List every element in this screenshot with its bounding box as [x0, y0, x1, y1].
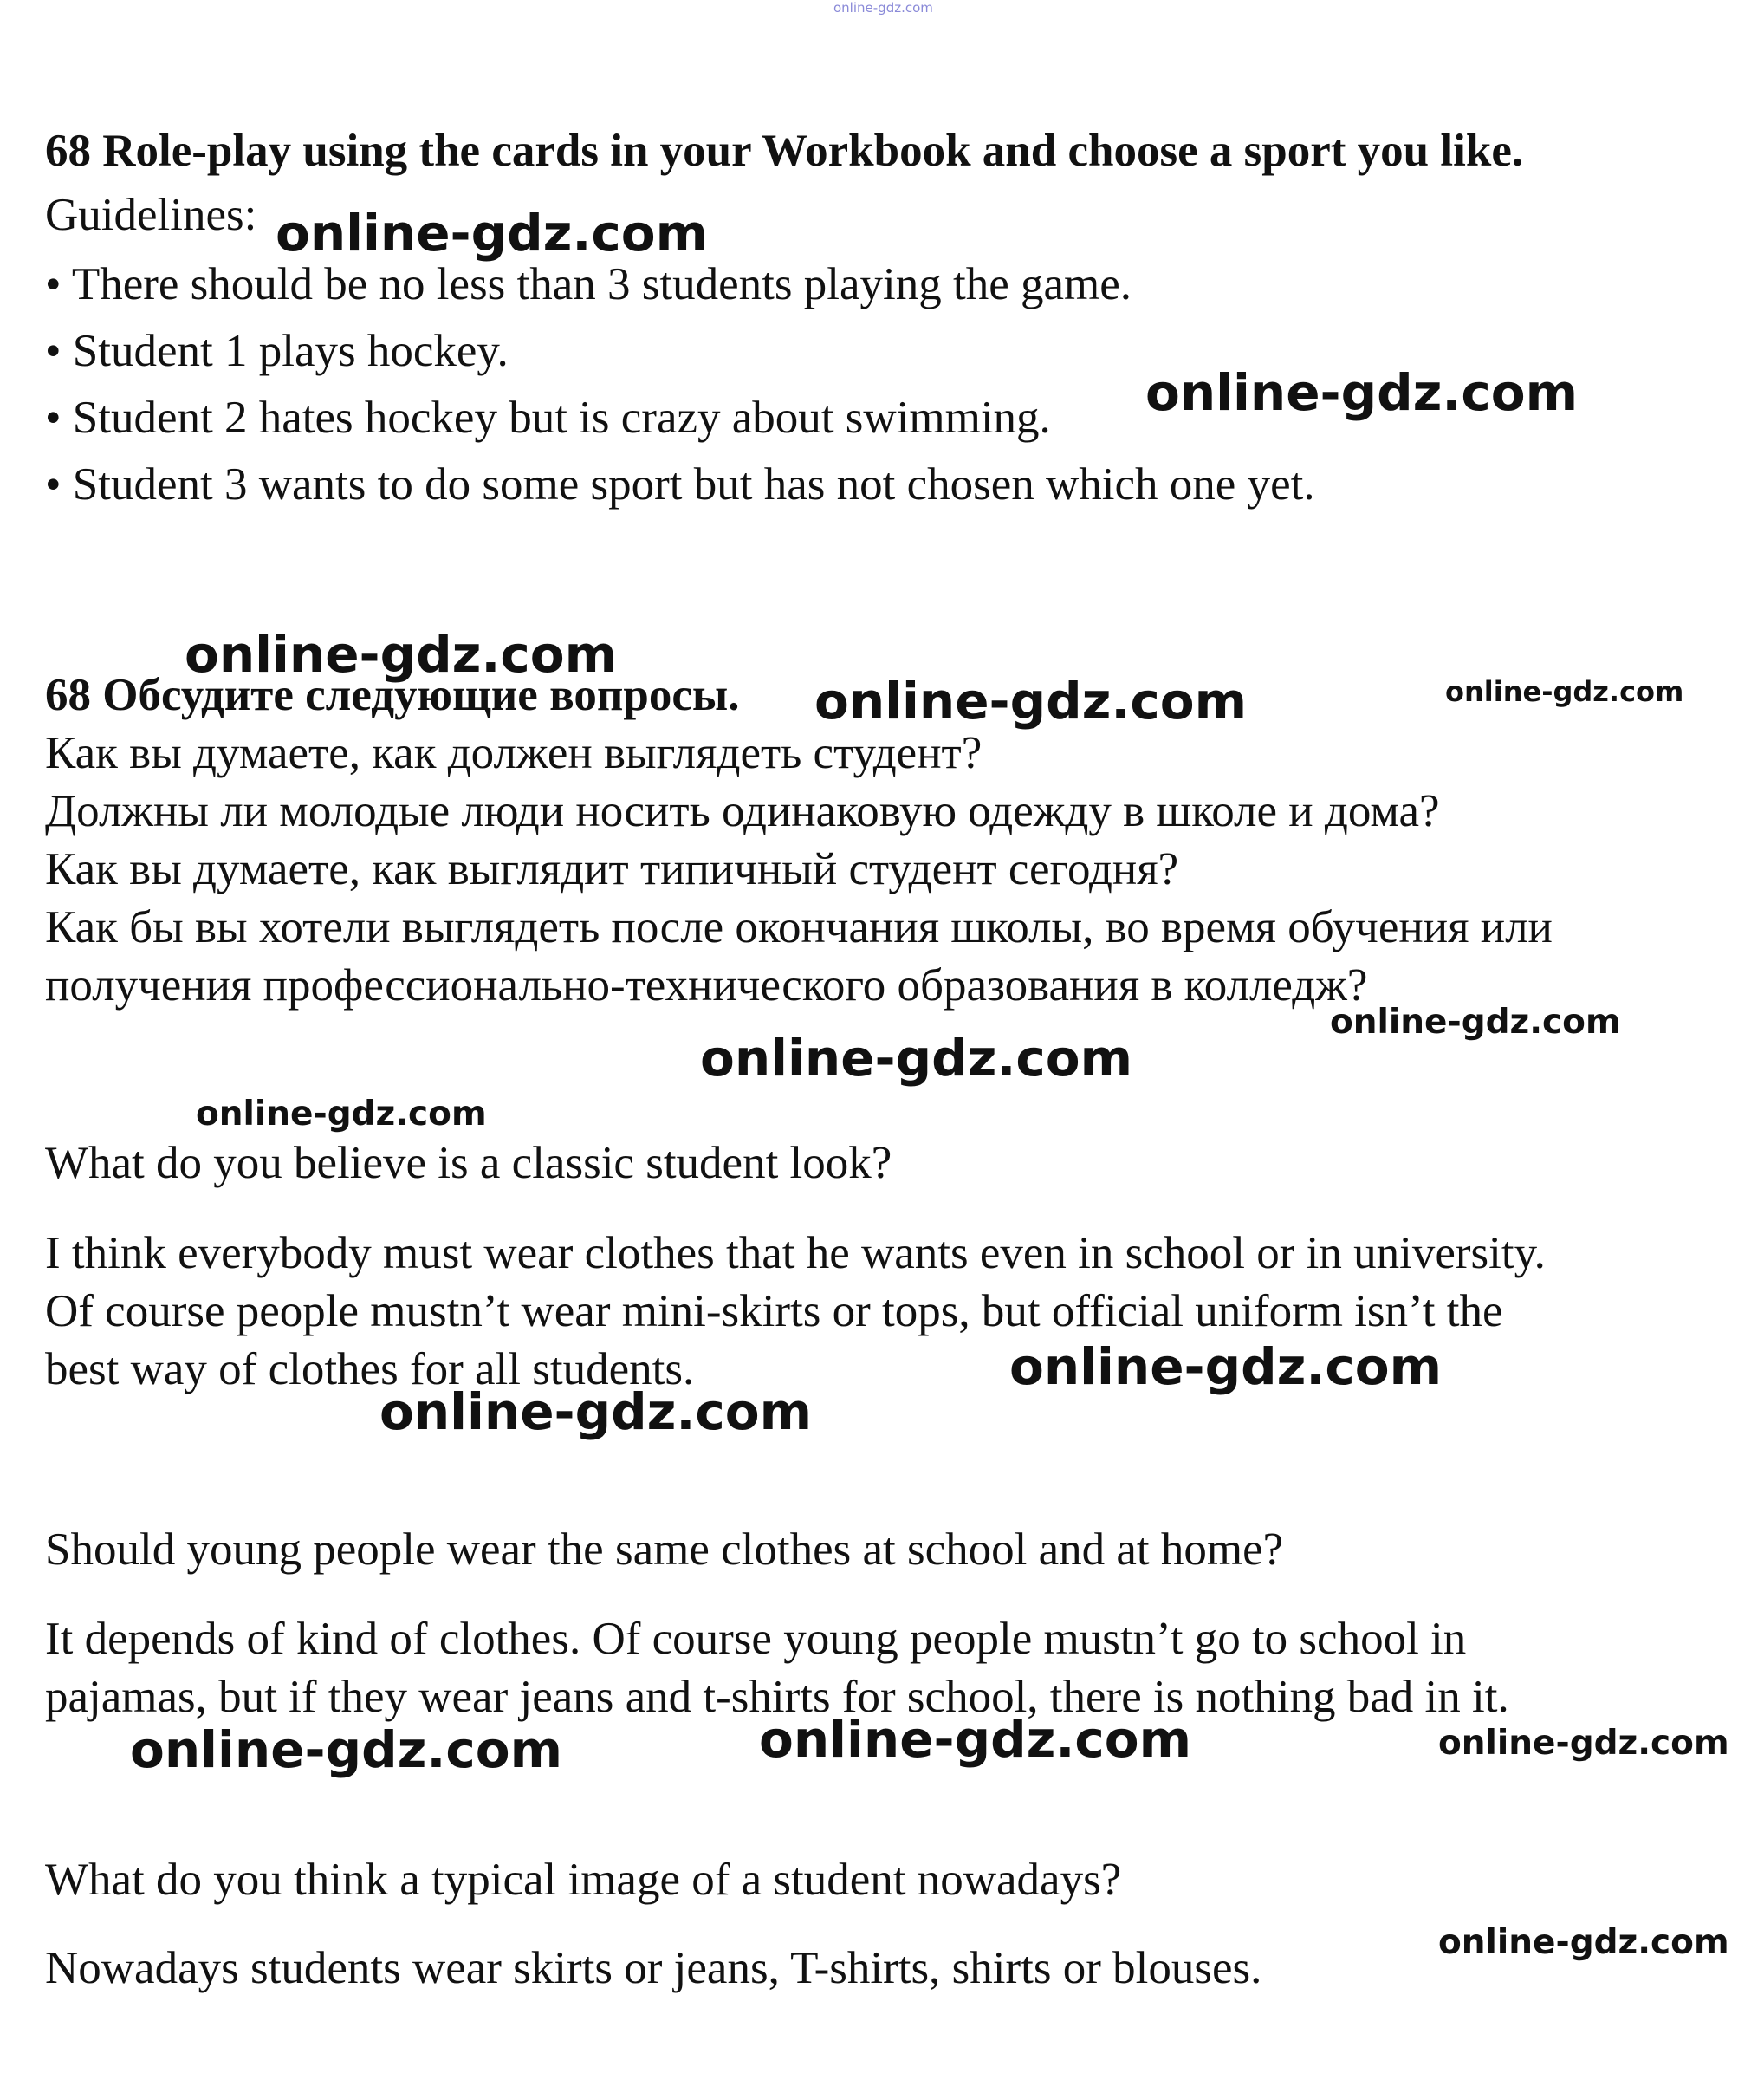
watermark: online-gdz.com [1438, 1724, 1729, 1763]
qa-answer-line: best way of clothes for all students. [45, 1344, 695, 1394]
qa-answer-line: Of course people mustn’t wear mini-skirts or tops, but official uniform isn’t the [45, 1286, 1503, 1336]
qa-question: What do you think a typical image of a student nowadays? [45, 1855, 1122, 1905]
guideline-bullet: • Student 3 wants to do some sport but has not chosen which one yet. [45, 459, 1315, 510]
watermark: online-gdz.com [1445, 675, 1684, 708]
watermark: online-gdz.com [1330, 1003, 1621, 1042]
task2-question: получения профессионально-технического образования в колледж? [45, 960, 1368, 1011]
watermark: online-gdz.com [1438, 1923, 1729, 1962]
watermark: online-gdz.com [700, 1029, 1133, 1088]
guideline-bullet: • Student 1 plays hockey. [45, 326, 509, 376]
qa-answer-line: pajamas, but if they wear jeans and t-shirts for school, there is nothing bad in it. [45, 1672, 1509, 1722]
watermark: online-gdz.com [276, 204, 709, 263]
qa-answer-line: Nowadays students wear skirts or jeans, T-shirts, shirts or blouses. [45, 1943, 1262, 1993]
task2-question: Как вы думаете, как выглядит типичный студент сегодня? [45, 844, 1179, 894]
qa-answer-line: It depends of kind of clothes. Of course young people mustn’t go to school in [45, 1614, 1467, 1664]
qa-question: What do you believe is a classic student look? [45, 1138, 892, 1188]
guideline-bullet: • There should be no less than 3 students playing the game. [45, 259, 1132, 309]
task2-question: Должны ли молодые люди носить одинаковую одежду в школе и дома? [45, 786, 1440, 836]
guideline-bullet: • Student 2 hates hockey but is crazy about swimming. [45, 393, 1051, 443]
watermark: online-gdz.com [1145, 363, 1579, 422]
task2-question: Как вы думаете, как должен выглядеть студент? [45, 728, 983, 778]
watermark: online-gdz.com [130, 1720, 563, 1779]
qa-answer-line: I think everybody must wear clothes that he wants even in school or in university. [45, 1228, 1546, 1278]
watermark: online-gdz.com [814, 672, 1248, 731]
task1-heading: 68 Role-play using the cards in your Workbook and choose a sport you like. [45, 126, 1524, 176]
watermark: online-gdz.com [759, 1710, 1192, 1769]
watermark: online-gdz.com [1009, 1337, 1443, 1396]
qa-question: Should young people wear the same clothes at school and at home? [45, 1524, 1284, 1575]
task2-heading: 68 Обсудите следующие вопросы. [45, 670, 740, 720]
task2-question: Как бы вы хотели выглядеть после окончания школы, во время обучения или [45, 902, 1553, 952]
watermark: online-gdz.com [379, 1382, 813, 1441]
header-watermark: online-gdz.com [833, 0, 933, 16]
guidelines-label: Guidelines: [45, 190, 257, 240]
watermark: online-gdz.com [196, 1095, 487, 1134]
watermark: online-gdz.com [185, 625, 618, 684]
